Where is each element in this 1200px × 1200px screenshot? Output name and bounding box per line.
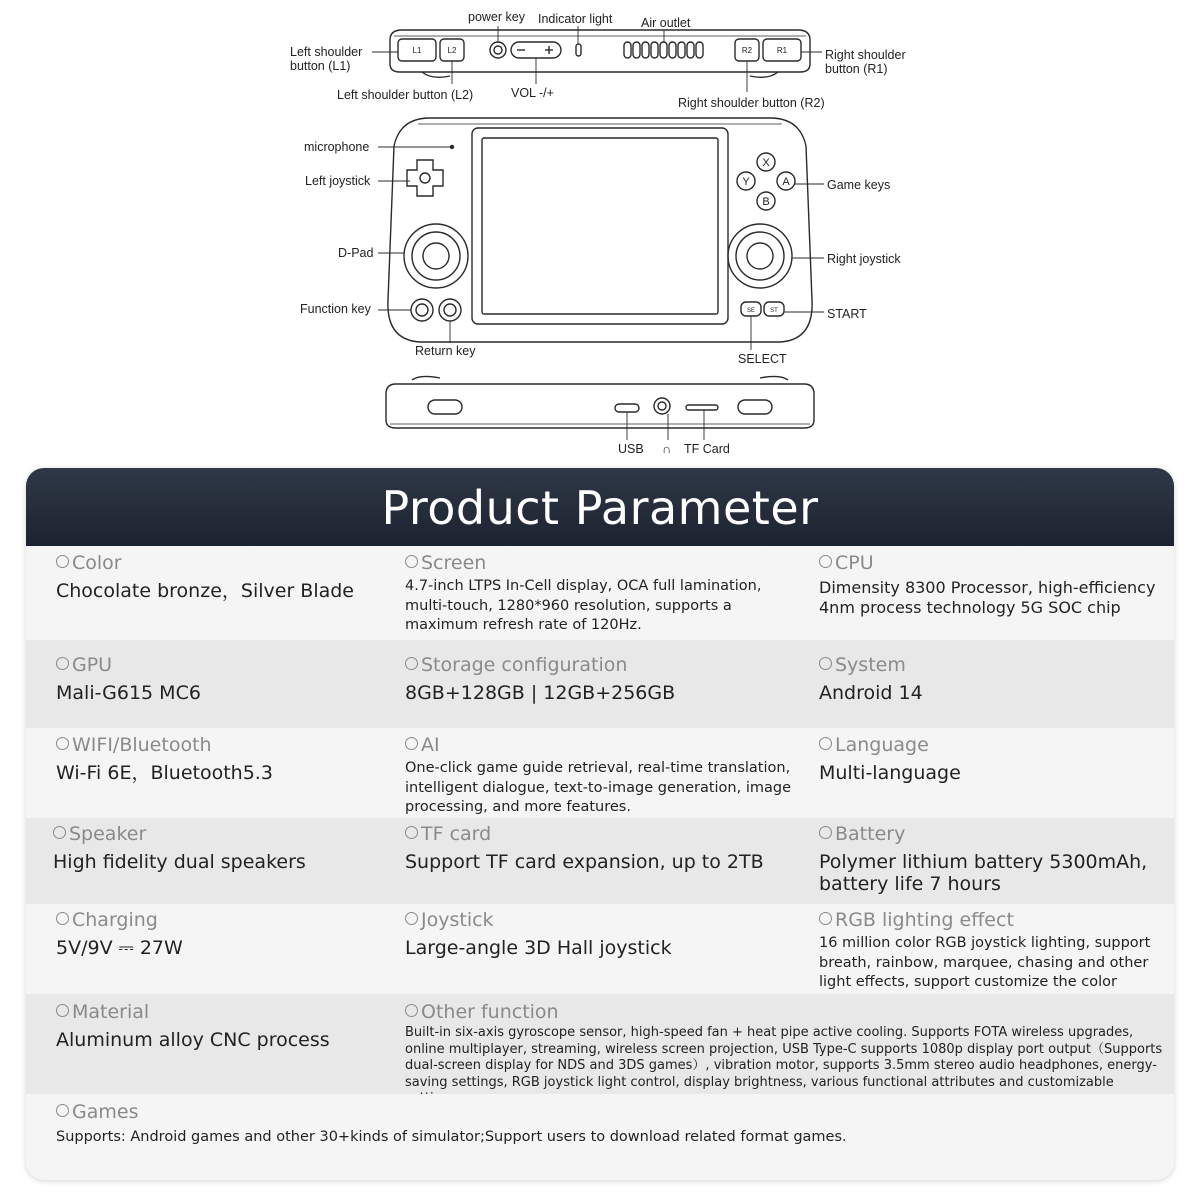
glyph-r2: R2 [741,46,753,55]
param-label: GPU [72,654,113,676]
param-row [26,728,1174,818]
front-view [378,118,824,350]
circle-icon [819,912,832,925]
param-system [819,653,1164,704]
param-value: Android 14 [819,682,923,704]
label-left-shoulder-l2: Left shoulder button (L2) [337,88,474,102]
param-cpu [819,551,1164,618]
param-label: Speaker [69,823,147,845]
param-value: High fidelity dual speakers [53,851,306,873]
bottom-view [386,376,814,440]
param-value: Mali-G615 MC6 [56,682,201,704]
param-games [56,1100,1156,1148]
param-label: Joystick [421,909,494,931]
param-joystick [405,908,795,959]
product-parameter-panel [26,468,1174,1180]
circle-icon [56,657,69,670]
param-row [26,818,1174,904]
param-material [56,1000,396,1051]
param-label: Material [72,1001,150,1023]
glyph-y: Y [742,176,750,188]
glyph-l1: L1 [412,46,422,55]
glyph-se: SE [746,308,756,314]
param-row [26,640,1174,728]
circle-icon [819,737,832,750]
param-value: Large-angle 3D Hall joystick [405,937,672,959]
param-screen [405,551,785,636]
circle-icon [819,826,832,839]
label-microphone: microphone [304,140,370,154]
param-label: RGB lighting effect [835,909,1014,931]
panel-title: Product Parameter [381,481,819,535]
param-value: Dimensity 8300 Processor, high-efficiency 4nm process technology 5G SOC chip [819,578,1156,617]
label-return-key: Return key [415,344,476,358]
param-battery [819,822,1164,895]
param-value: Aluminum alloy CNC process [56,1029,330,1051]
param-row [26,904,1174,994]
label-function-key: Function key [300,302,371,316]
param-language [819,733,1164,784]
param-value: Multi-language [819,762,961,784]
param-value: Supports: Android games and other 30+kinds of simulator;Support users to download related format games. [56,1129,847,1145]
param-label: Games [72,1101,139,1123]
param-row [26,994,1174,1094]
label-game-keys: Game keys [827,178,891,192]
param-value: 5V/9V ⎓ 27W [56,937,183,959]
param-label: Language [835,734,929,756]
air-outlet-slots [624,42,703,58]
param-value: Chocolate bronze，Silver Blade [56,580,354,602]
param-label: AI [421,734,440,756]
label-right-shoulder-r1: Right shoulder button (R1) [825,48,906,76]
param-label: Charging [72,909,158,931]
circle-icon [56,912,69,925]
label-select: SELECT [738,352,787,366]
param-value: Built-in six-axis gyroscope sensor, high-speed fan + heat pipe active cooling. Supports FOTA wireless upgrades, online multiplayer, streaming, wireless screen projection, USB Type-C supports 1080p display port output（Supports dual-screen display for NDS and 3DS games）, vibration motor, supports 3.5mm stereo audio headphones, energy-saving settings, RGB joystick light control, display brightness, various functional attributes and customizable [405,1025,1163,1090]
label-vol: VOL -/+ [511,86,554,100]
param-label: WIFI/Bluetooth [72,734,212,756]
param-label: Storage configuration [421,654,628,676]
label-start: START [827,307,867,321]
param-label: TF card [421,823,492,845]
circle-icon [405,1004,418,1017]
device-diagram [0,0,1200,465]
label-right-shoulder-r2: Right shoulder button (R2) [678,96,825,110]
param-speaker [53,822,393,873]
label-dpad: D-Pad [338,246,374,260]
circle-icon [56,1004,69,1017]
param-row [26,1094,1174,1180]
param-label: System [835,654,906,676]
circle-icon [405,826,418,839]
circle-icon [56,1104,69,1117]
param-ai [405,733,795,818]
param-value: 8GB+128GB | 12GB+256GB [405,682,676,704]
top-view [372,26,822,92]
label-usb: USB [618,442,644,456]
circle-icon [56,555,69,568]
circle-icon [56,737,69,750]
label-air-outlet: Air outlet [641,16,691,30]
label-left-joystick: Left joystick [305,174,371,188]
circle-icon [405,737,418,750]
param-gpu [56,653,396,704]
param-storage [405,653,785,704]
param-charging [56,908,396,959]
glyph-r1: R1 [776,46,788,55]
panel-header [26,468,1174,546]
param-value: Support TF card expansion, up to 2TB [405,851,764,873]
param-value: Wi-Fi 6E，Bluetooth5.3 [56,762,273,784]
param-value: One-click game guide retrieval, real-time translation, intelligent dialogue, text-to-image generation, image processing, and more features. [405,760,791,815]
circle-icon [819,555,832,568]
param-label: Screen [421,552,487,574]
circle-icon [405,657,418,670]
param-label: CPU [835,552,874,574]
param-tf-card [405,822,795,873]
param-value: 16 million color RGB joystick lighting, support breath, rainbow, marquee, chasing and other light effects, support customize the color [819,935,1151,990]
label-tf-card: TF Card [684,442,730,456]
circle-icon [405,912,418,925]
circle-icon [53,826,66,839]
circle-icon [405,555,418,568]
param-label: Battery [835,823,906,845]
param-label: Other function [421,1001,559,1023]
glyph-b: B [762,196,770,208]
param-other-function [405,1000,1165,1108]
glyph-x: X [762,157,770,169]
headphone-icon: ∩ [662,442,671,456]
param-label: Color [72,552,122,574]
label-indicator-light: Indicator light [538,12,613,26]
param-value: 4.7-inch LTPS In-Cell display, OCA full lamination, multi-touch, 1280*960 resolution, supports a maximum refresh rate of 120Hz. [405,578,762,633]
glyph-a: A [782,176,790,188]
label-left-shoulder-l1: Left shoulder button (L1) [290,45,363,73]
device-line-drawing [0,0,1200,465]
label-power-key: power key [468,10,525,24]
glyph-l2: L2 [447,46,457,55]
param-wifi-bluetooth [56,733,396,784]
param-color [56,551,396,602]
label-right-joystick: Right joystick [827,252,901,266]
glyph-st: ST [770,308,778,314]
param-row [26,546,1174,640]
param-value: Polymer lithium battery 5300mAh, battery life 7 hours [819,851,1148,895]
circle-icon [819,657,832,670]
